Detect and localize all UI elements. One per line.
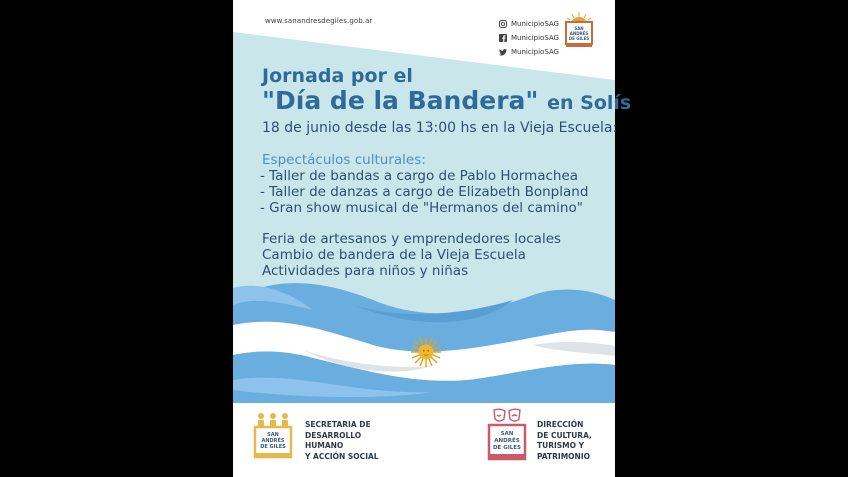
- svg-text:ANDRÉS: ANDRÉS: [261, 438, 285, 444]
- activity-item: Cambio de bandera de la Vieja Escuela: [262, 247, 526, 263]
- event-date-line: 18 de junio desde las 13:00 hs en la Vieja Escuela:: [262, 120, 618, 136]
- show-item: - Taller de bandas a cargo de Pablo Hormachea: [260, 168, 579, 184]
- event-title-suffix: en Solís: [547, 92, 632, 114]
- twitter-handle: MunicipioSAG: [511, 48, 559, 56]
- event-title-line2: [262, 86, 631, 115]
- footer: [233, 403, 615, 477]
- svg-text:SAN: SAN: [574, 26, 584, 31]
- show-item: - Gran show musical de "Hermanos del camino": [260, 200, 583, 216]
- activity-item: Actividades para niños y niñas: [262, 263, 469, 279]
- svg-text:ANDRÉS: ANDRÉS: [494, 438, 520, 444]
- desarrollo-humano-logo: [253, 412, 293, 460]
- svg-text:SAN: SAN: [267, 432, 279, 438]
- svg-text:SAN: SAN: [500, 431, 514, 437]
- municipality-logo: [564, 11, 594, 51]
- activity-item: Feria de artesanos y emprendedores locales: [262, 231, 562, 247]
- facebook-handle: MunicipioSAG: [511, 34, 559, 42]
- shows-section-title: Espectáculos culturales:: [262, 152, 426, 168]
- secretaria-label: SECRETARIA DE DESARROLLO HUMANO Y ACCIÓN SOCIAL: [305, 420, 379, 461]
- cultura-logo: [486, 407, 528, 463]
- svg-text:DE GILES: DE GILES: [568, 36, 590, 41]
- event-title-highlight: "Día de la Bandera": [262, 86, 539, 115]
- twitter-icon: [498, 48, 507, 57]
- direccion-cultura-label: DIRECCIÓN DE CULTURA, TURISMO Y PATRIMONIO: [537, 420, 592, 461]
- svg-text:DE GILES: DE GILES: [260, 444, 286, 450]
- instagram-icon: [498, 20, 507, 29]
- social-twitter[interactable]: [498, 45, 559, 59]
- social-links: [498, 17, 559, 59]
- show-item: - Taller de danzas a cargo de Elizabeth Bonpland: [260, 184, 589, 200]
- svg-text:ANDRÉS: ANDRÉS: [569, 31, 589, 36]
- social-facebook[interactable]: [498, 31, 559, 45]
- facebook-icon: [498, 34, 507, 43]
- svg-text:DE GILES: DE GILES: [492, 445, 522, 451]
- social-instagram[interactable]: [498, 17, 559, 31]
- website-url[interactable]: www.sanandresdegiles.gob.ar: [265, 17, 373, 25]
- sun-of-may-emblem: [411, 337, 441, 367]
- argentine-flag-illustration: [233, 270, 615, 405]
- event-title-line1: Jornada por el: [262, 65, 413, 87]
- event-poster: [233, 0, 632, 477]
- instagram-handle: MunicipioSAG: [511, 20, 559, 28]
